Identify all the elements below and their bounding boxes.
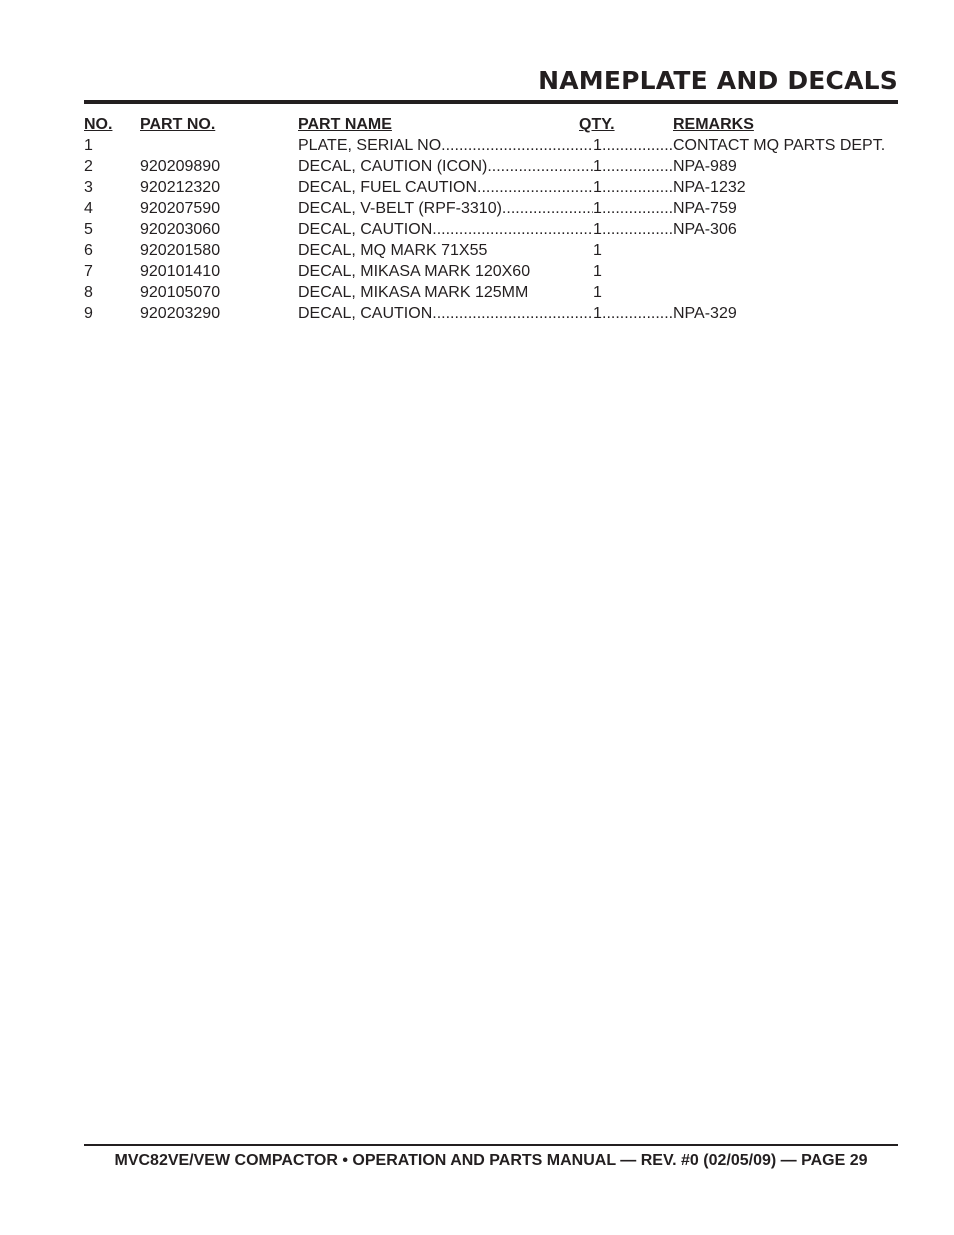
- table-row: [84, 135, 898, 156]
- row-remarks-label: NPA-329: [673, 305, 737, 322]
- table-row: [84, 219, 898, 240]
- parts-table: [84, 114, 898, 324]
- row-part-name: [298, 135, 593, 156]
- footer-rule: [84, 1144, 898, 1146]
- row-part-no: 920212320: [140, 179, 221, 196]
- row-part-name-label: DECAL, CAUTION: [298, 221, 433, 238]
- table-body: [84, 135, 898, 324]
- row-no: 2: [84, 158, 93, 175]
- header-part-no: PART NO.: [140, 116, 216, 133]
- row-part-name-label: DECAL, FUEL CAUTION: [298, 179, 477, 196]
- row-remarks: [602, 177, 898, 198]
- table-header: [84, 114, 898, 135]
- row-qty: 1: [593, 200, 602, 217]
- row-qty: 1: [593, 179, 602, 196]
- dot-leader: [602, 303, 673, 324]
- page-footer: MVC82VE/VEW COMPACTOR • OPERATION AND PARTS MANUAL — REV. #0 (02/05/09) — PAGE 29: [114, 1152, 868, 1169]
- row-qty: 1: [593, 158, 602, 175]
- row-qty: 1: [593, 242, 602, 259]
- header-qty: QTY.: [579, 116, 615, 133]
- row-part-no: 920209890: [140, 158, 221, 175]
- header-remarks: REMARKS: [673, 116, 754, 133]
- row-no: 5: [84, 221, 93, 238]
- row-part-no: 920101410: [140, 263, 221, 280]
- row-remarks-label: NPA-1232: [673, 179, 746, 196]
- row-qty: 1: [593, 221, 602, 238]
- row-no: 8: [84, 284, 93, 301]
- table-row: [84, 156, 898, 177]
- row-part-name: [298, 177, 593, 198]
- row-part-name: [298, 261, 593, 282]
- row-no: 1: [84, 137, 93, 154]
- row-no: 7: [84, 263, 93, 280]
- row-remarks-label: NPA-759: [673, 200, 737, 217]
- row-part-no: 920203060: [140, 221, 221, 238]
- row-part-name-label: DECAL, V-BELT (RPF-3310): [298, 200, 502, 217]
- row-remarks-label: CONTACT MQ PARTS DEPT.: [673, 137, 886, 154]
- table-row: [84, 198, 898, 219]
- row-qty: 1: [593, 137, 602, 154]
- row-qty: 1: [593, 263, 602, 280]
- table-row: [84, 177, 898, 198]
- row-remarks: [602, 303, 898, 324]
- row-part-name: [298, 198, 593, 219]
- row-part-name-label: DECAL, MIKASA MARK 125MM: [298, 284, 529, 301]
- row-qty: 1: [593, 284, 602, 301]
- dot-leader: [432, 303, 593, 324]
- row-no: 6: [84, 242, 93, 259]
- header-part-name: PART NAME: [298, 116, 392, 133]
- row-no: 9: [84, 305, 93, 322]
- row-part-name-label: DECAL, MQ MARK 71X55: [298, 242, 488, 259]
- dot-leader: [602, 198, 673, 219]
- dot-leader: [502, 198, 593, 219]
- dot-leader: [446, 135, 593, 156]
- row-remarks: [602, 198, 898, 219]
- row-part-name: [298, 240, 593, 261]
- row-part-no: 920207590: [140, 200, 221, 217]
- row-part-name-label: DECAL, CAUTION: [298, 305, 433, 322]
- row-part-name: [298, 282, 593, 303]
- dot-leader: [487, 156, 593, 177]
- row-part-name-label: DECAL, MIKASA MARK 120X60: [298, 263, 531, 280]
- row-part-name-label: PLATE, SERIAL NO.: [298, 137, 446, 154]
- table-row: [84, 240, 898, 261]
- header-rule: [84, 100, 898, 104]
- row-part-name: [298, 303, 593, 324]
- row-remarks: [602, 156, 898, 177]
- table-row: [84, 303, 898, 324]
- row-qty: 1: [593, 305, 602, 322]
- table-row: [84, 261, 898, 282]
- row-remarks: [602, 219, 898, 240]
- row-part-name: [298, 156, 593, 177]
- table-row: [84, 282, 898, 303]
- row-part-name: [298, 219, 593, 240]
- dot-leader: [602, 219, 673, 240]
- row-remarks-label: NPA-306: [673, 221, 737, 238]
- dot-leader: [602, 156, 673, 177]
- dot-leader: [432, 219, 593, 240]
- row-no: 3: [84, 179, 93, 196]
- row-part-no: 920201580: [140, 242, 221, 259]
- dot-leader: [477, 177, 593, 198]
- row-part-name-label: DECAL, CAUTION (ICON): [298, 158, 488, 175]
- row-part-no: 920105070: [140, 284, 221, 301]
- header-no: NO.: [84, 116, 113, 133]
- row-no: 4: [84, 200, 93, 217]
- dot-leader: [602, 177, 673, 198]
- dot-leader: [602, 135, 673, 156]
- row-remarks-label: NPA-989: [673, 158, 737, 175]
- row-part-no: 920203290: [140, 305, 221, 322]
- row-remarks: [602, 135, 898, 156]
- page-title: NAMEPLATE AND DECALS: [538, 66, 898, 95]
